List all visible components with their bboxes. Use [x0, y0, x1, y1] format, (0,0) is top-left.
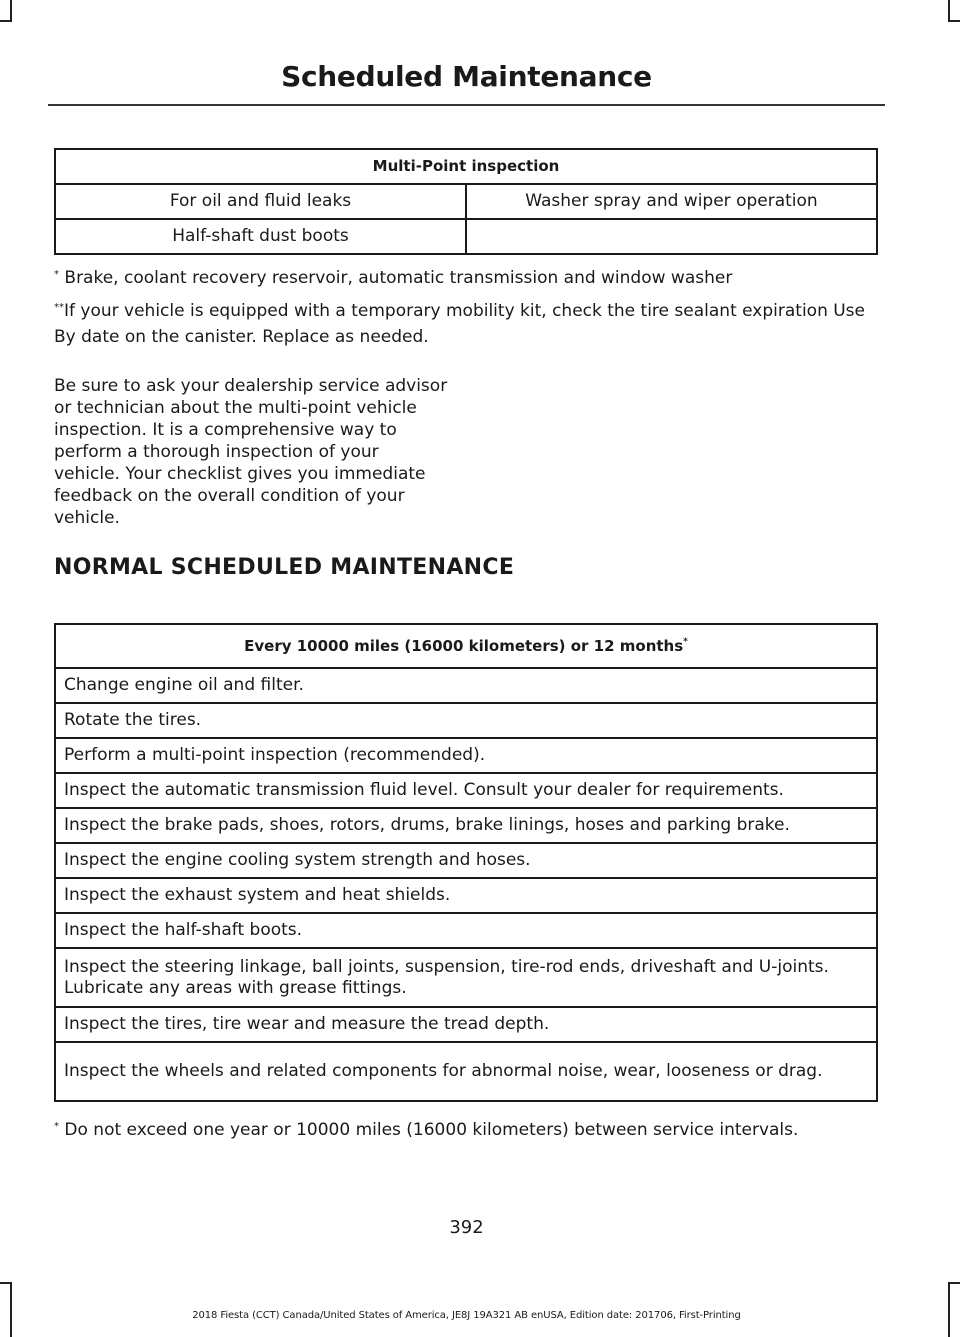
- table-row: [55, 1007, 877, 1042]
- table-row: [55, 219, 877, 254]
- footnote-marker: *: [54, 1121, 59, 1132]
- table-cell: Rotate the tires.: [55, 703, 877, 738]
- crop-mark-top-right: [948, 0, 950, 20]
- crop-mark-bottom-left: [10, 1282, 12, 1337]
- table-row: [55, 948, 877, 1007]
- footnote-marker: *: [683, 636, 688, 647]
- table-cell: Perform a multi-point inspection (recommended).: [55, 738, 877, 773]
- table-header-row: [55, 624, 877, 668]
- table-title: [55, 624, 877, 668]
- table-cell: Inspect the tires, tire wear and measure the tread depth.: [55, 1007, 877, 1042]
- table-row: [55, 808, 877, 843]
- table-cell: Inspect the wheels and related components for abnormal noise, wear, looseness or drag.: [55, 1042, 877, 1101]
- table-header-row: [55, 149, 877, 184]
- page-header: Scheduled Maintenance: [281, 60, 652, 93]
- table-row: [55, 703, 877, 738]
- crop-mark-bottom-right-h: [948, 1282, 960, 1284]
- table-row: [55, 878, 877, 913]
- edition-footer: 2018 Fiesta (CCT) Canada/United States of America, JE8J 19A321 AB enUSA, Edition date: 201706, First-Printing: [192, 1310, 741, 1321]
- inspection-paragraph: Be sure to ask your dealership service advisor or technician about the multi-point vehicle inspection. It is a comprehensive way to perform a thorough inspection of your vehicle. Your checklist gives you immediate feedback on the overall condition of your vehicle.: [54, 376, 448, 528]
- crop-mark-top-left-h: [0, 20, 12, 22]
- table-row: [55, 668, 877, 703]
- table-cell: Washer spray and wiper operation: [466, 184, 877, 219]
- table-cell: Inspect the exhaust system and heat shields.: [55, 878, 877, 913]
- table-cell: Inspect the automatic transmission fluid level. Consult your dealer for requirements.: [55, 773, 877, 808]
- table-cell: Inspect the brake pads, shoes, rotors, drums, brake linings, hoses and parking brake.: [55, 808, 877, 843]
- table-row: [55, 184, 877, 219]
- table-cell: [466, 219, 877, 254]
- table-cell: Inspect the half-shaft boots.: [55, 913, 877, 948]
- table-row: [55, 738, 877, 773]
- footnote-marker: **: [54, 302, 64, 313]
- footnote-marker: *: [54, 269, 59, 280]
- footnote-text: Do not exceed one year or 10000 miles (16000 kilometers) between service intervals.: [59, 1120, 799, 1140]
- page-number: 392: [449, 1217, 484, 1238]
- table-row: [55, 773, 877, 808]
- table-cell: Half-shaft dust boots: [55, 219, 466, 254]
- table-title-text: Every 10000 miles (16000 kilometers) or 12 months: [244, 636, 684, 655]
- crop-mark-top-left: [10, 0, 12, 20]
- table-title: Multi-Point inspection: [55, 149, 877, 184]
- table-cell: Inspect the steering linkage, ball joints, suspension, tire-rod ends, driveshaft and U-joints. Lubricate any areas with grease fittings.: [55, 948, 877, 1007]
- crop-mark-top-right-h: [948, 20, 960, 22]
- table-row: [55, 913, 877, 948]
- crop-mark-bottom-left-h: [0, 1282, 12, 1284]
- table-row: [55, 843, 877, 878]
- footnote-2: [54, 298, 884, 350]
- section-heading: NORMAL SCHEDULED MAINTENANCE: [54, 555, 515, 580]
- table-row: [55, 1042, 877, 1101]
- table-cell: Inspect the engine cooling system strength and hoses.: [55, 843, 877, 878]
- footnote-1: [54, 265, 884, 291]
- header-rule: [48, 104, 885, 106]
- footnote-text: If your vehicle is equipped with a temporary mobility kit, check the tire sealant expiration Use By date on the canister. Replace as needed.: [54, 301, 866, 347]
- maintenance-footnote: [54, 1117, 884, 1143]
- crop-mark-bottom-right: [948, 1282, 950, 1337]
- maintenance-table: [54, 623, 878, 1102]
- table-cell: For oil and fluid leaks: [55, 184, 466, 219]
- footnote-text: Brake, coolant recovery reservoir, automatic transmission and window washer: [59, 268, 733, 288]
- multi-point-inspection-table: [54, 148, 878, 255]
- table-cell: Change engine oil and filter.: [55, 668, 877, 703]
